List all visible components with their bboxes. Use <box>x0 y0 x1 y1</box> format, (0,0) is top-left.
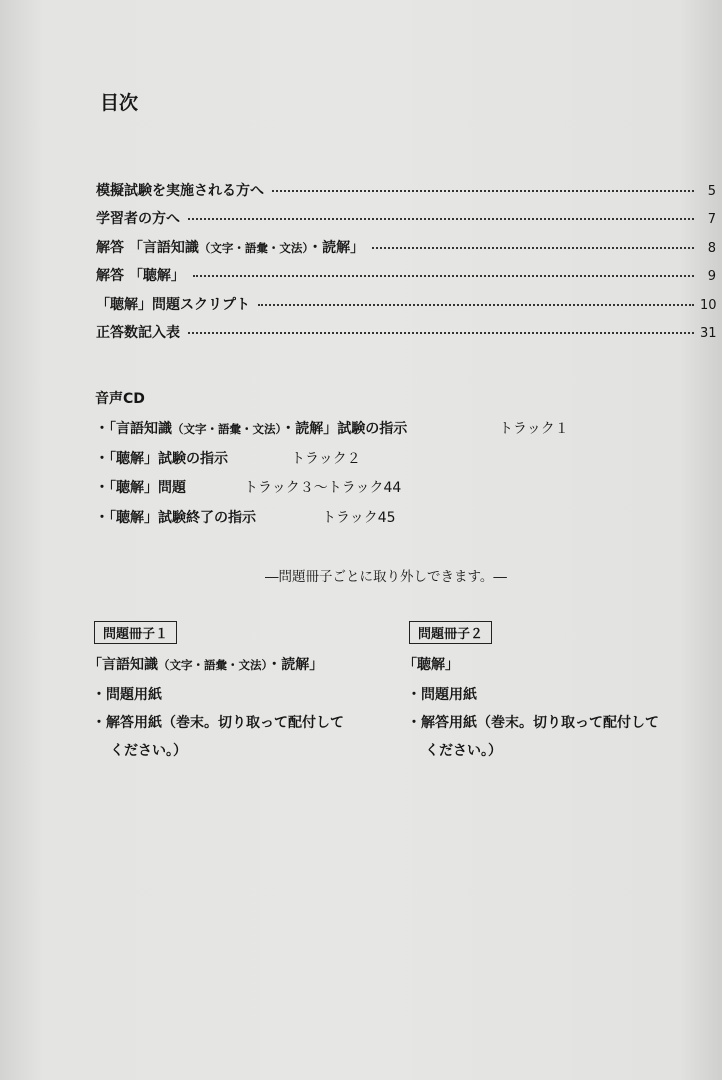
leader-dots <box>193 275 694 277</box>
audio-track-label: ・「聴解」問題 <box>95 480 186 496</box>
booklet-2 <box>403 621 659 760</box>
toc-entry[interactable] <box>96 208 716 236</box>
booklet-item: ・問題用紙 <box>92 687 162 703</box>
audio-track-entry <box>95 418 695 448</box>
audio-track-label: ・「聴解」試験の指示 <box>95 450 228 467</box>
audio-cd-section <box>95 388 695 536</box>
toc-page-number: 5 <box>707 184 716 199</box>
toc-page-number: 8 <box>707 240 716 256</box>
audio-track-entry <box>95 507 695 537</box>
audio-track-entry <box>95 477 695 507</box>
toc-label: 「聴解」問題スクリプト <box>96 296 250 313</box>
leader-dots <box>188 332 694 334</box>
booklet-1 <box>88 621 344 760</box>
toc-entry[interactable] <box>96 265 716 293</box>
booklet-item: ・解答用紙（巻末。切り取って配付して <box>92 715 344 731</box>
booklet-item-continuation: ください。） <box>110 743 187 759</box>
toc-page-number: 7 <box>707 212 716 228</box>
toc-entry[interactable] <box>96 322 716 350</box>
audio-track-label: ・「言語知識（文字・語彙・文法）・読解」試験の指示 <box>95 421 408 437</box>
toc-entry[interactable] <box>96 237 716 265</box>
toc-label: 学習者の方へ <box>96 211 180 228</box>
page-title: 目次 <box>100 92 139 114</box>
leader-dots <box>272 190 694 192</box>
booklet-subject: 「聴解」 <box>403 657 459 673</box>
leader-dots <box>258 304 694 306</box>
audio-track-number: トラック３～トラック44 <box>244 480 402 496</box>
booklet-tag: 問題冊子１ <box>94 621 177 644</box>
booklet-item: ・解答用紙（巻末。切り取って配付して <box>407 715 659 731</box>
toc-label: 解答 「言語知識（文字・語彙・文法）・読解」 <box>96 239 365 256</box>
toc-entry[interactable] <box>96 180 716 208</box>
detach-note: ―問題冊子ごとに取り外しできます。― <box>265 569 507 585</box>
toc-entry[interactable] <box>96 294 716 322</box>
audio-track-number: トラック１ <box>499 421 569 437</box>
leader-dots <box>372 247 694 249</box>
audio-track-number: トラック45 <box>322 509 396 526</box>
audio-track-entry <box>95 448 695 478</box>
toc-label: 正答数記入表 <box>96 324 180 341</box>
booklet-item-continuation: ください。） <box>425 743 502 759</box>
booklet-item: ・問題用紙 <box>407 687 477 703</box>
audio-cd-heading: 音声CD <box>95 391 145 407</box>
table-of-contents <box>96 180 716 350</box>
toc-page-number: 9 <box>707 269 716 285</box>
leader-dots <box>188 218 694 220</box>
toc-label: 解答 「聴解」 <box>96 268 185 285</box>
toc-label: 模擬試験を実施される方へ <box>96 183 264 199</box>
booklet-tag: 問題冊子２ <box>409 621 492 644</box>
audio-track-number: トラック２ <box>291 450 361 467</box>
booklet-subject: 「言語知識（文字・語彙・文法）・読解」 <box>88 657 324 673</box>
audio-track-label: ・「聴解」試験終了の指示 <box>95 509 256 526</box>
toc-page-number: 10 <box>700 297 717 313</box>
toc-page-number: 31 <box>700 325 717 341</box>
